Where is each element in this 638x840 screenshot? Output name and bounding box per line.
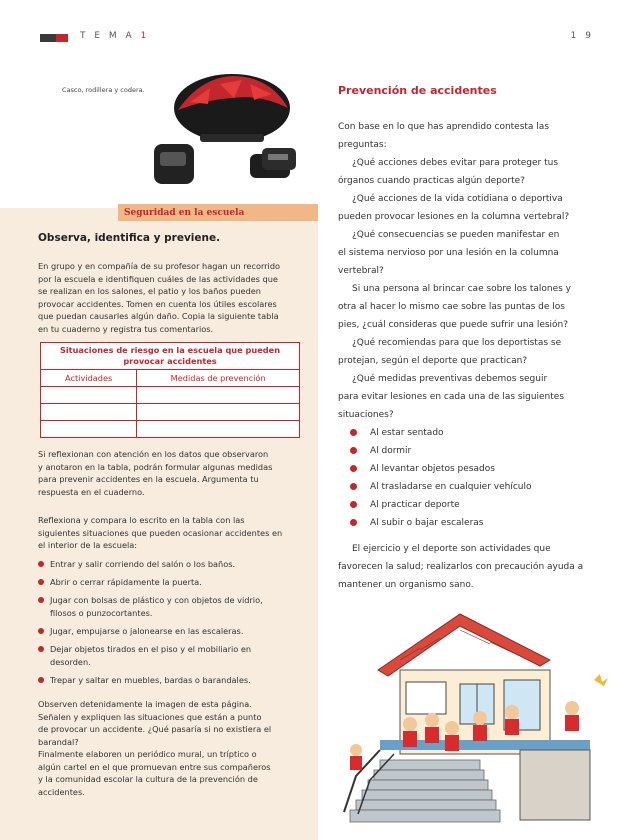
text-line: provocar accidentes. Tomen en cuenta los útiles escolares (38, 298, 277, 309)
table-row (41, 404, 300, 421)
text-line: para evitar lesiones en cada una de las siguientes (338, 392, 565, 402)
text-line: Reflexiona y compara lo escrito en la tabla con las (38, 515, 245, 525)
text-line: En grupo y en compañía de su profesor hagan un recorrido (38, 261, 281, 271)
text-line: órganos cuando practicas algún deporte? (338, 176, 525, 186)
question-line: ¿Qué acciones de la vida cotidiana o deportiva (352, 194, 563, 204)
table-cell (41, 421, 137, 438)
table-row (41, 387, 300, 404)
bullet-dot-icon (350, 519, 357, 526)
text-line: Finalmente elaboren un periódico mural, un tríptico o (38, 749, 257, 759)
school-stairs-illustration (340, 600, 610, 832)
bullet-dot-icon (350, 465, 357, 472)
left-bullet (38, 576, 308, 589)
intro-paragraph (38, 260, 308, 335)
table-cell (41, 387, 137, 404)
text-line: pueden provocar lesiones en la columna vertebral? (338, 212, 570, 222)
bullet-dot-icon (38, 677, 44, 683)
closing-line: favorecen la salud; realizarlos con precaución ayuda a (338, 562, 584, 572)
text-line: Trepar y saltar en muebles, bardas o barandales. (50, 675, 251, 685)
text-line: y anotaron en la tabla, podrán formular algunas medidas (38, 461, 273, 472)
photo-caption: Casco, rodillera y codera. (62, 86, 145, 94)
text-line: preguntas: (338, 140, 387, 150)
bullet-dot-icon (350, 447, 357, 454)
question-line: Si una persona al brincar cae sobre los talones y (352, 284, 571, 294)
text-line: Dejar objetos tirados en el piso y el mobiliario en (50, 644, 252, 654)
text-line: Si reflexionan con atención en los datos que observaron (38, 449, 269, 459)
bullet-dot-icon (350, 429, 357, 436)
tema-number: 1 (140, 31, 150, 41)
header-mark-red (56, 34, 68, 42)
text-line: vertebral? (338, 266, 384, 276)
bullet-dot-icon (38, 646, 44, 652)
question-line: ¿Qué acciones debes evitar para proteger tus (352, 158, 559, 168)
text-line: se realizan en los salones, el patio y los baños pueden (38, 286, 262, 296)
compare-paragraph (38, 514, 308, 552)
text-line: algún cartel en el que promuevan entre sus compañeros (38, 761, 271, 772)
text-line: barandal? (38, 736, 79, 747)
text-line: de provocar un accidente. ¿Qué pasaría si no existiera el (38, 724, 272, 734)
text-line: Jugar, empujarse o jalonearse en las escaleras. (50, 626, 244, 636)
right-bullet (350, 478, 532, 496)
bullet-dot-icon (38, 628, 44, 634)
right-bullet (350, 496, 460, 514)
text-line: respuesta en el cuaderno. (38, 486, 145, 497)
question-line: ¿Qué medidas preventivas debemos seguir (352, 374, 548, 384)
left-bullet (38, 643, 308, 668)
left-bullet (38, 674, 308, 687)
right-bullet (350, 442, 411, 460)
question-line: ¿Qué recomiendas para que los deportistas se (352, 338, 562, 348)
header-tema (80, 31, 149, 41)
table-title: Situaciones de riesgo en la escuela que pueden provocar accidentes (41, 343, 300, 370)
observe-paragraph (38, 698, 308, 798)
table-cell (137, 421, 300, 438)
text-line: Al dormir (370, 446, 412, 456)
text-line: Jugar con bolsas de plástico y con objetos de vidrio, (50, 595, 263, 605)
text-line: filosos o punzocortantes. (50, 607, 153, 618)
bullet-dot-icon (350, 483, 357, 490)
table-row (41, 421, 300, 438)
text-line: y la comunidad escolar la cultura de la prevención de (38, 774, 258, 784)
text-line: el interior de la escuela: (38, 540, 138, 550)
text-line: Al estar sentado (370, 428, 444, 438)
question-line: ¿Qué consecuencias se pueden manifestar en (352, 230, 560, 240)
table-cell (137, 387, 300, 404)
text-line: Entrar y salir corriendo del salón o los baños. (50, 559, 236, 569)
table-cell (137, 404, 300, 421)
text-line: siguientes situaciones que pueden ocasionar accidentes en (38, 527, 283, 538)
page-number: 1 9 (570, 31, 594, 41)
helmet-photo (150, 58, 310, 198)
section-tag: Seguridad en la escuela (118, 204, 318, 221)
text-line: Al trasladarse en cualquier vehículo (370, 482, 532, 492)
bullet-dot-icon (38, 579, 44, 585)
text-line: desorden. (50, 656, 91, 667)
bullet-dot-icon (38, 561, 44, 567)
left-bullet (38, 558, 308, 571)
text-line: situaciones? (338, 410, 394, 420)
header-mark-dark (40, 34, 56, 42)
left-bullet (38, 625, 308, 638)
text-line: Observen detenidamente la imagen de esta página. (38, 699, 252, 709)
right-bullet (350, 460, 495, 478)
tema-label: T E M A (80, 31, 135, 41)
text-line: Con base en lo que has aprendido contesta las (338, 122, 550, 132)
text-line: por la escuela e identifiquen cuáles de las actividades que (38, 273, 278, 284)
text-line: Al subir o bajar escaleras (370, 518, 484, 528)
text-line: otra al hacer lo mismo cae sobre las puntas de los (338, 302, 565, 312)
bullet-dot-icon (38, 597, 44, 603)
text-line: que puedan causarles algún daño. Copia la siguiente tabla (38, 311, 279, 321)
text-line: pies, ¿cuál consideras que puede sufrir una lesión? (338, 320, 569, 330)
reflect-paragraph (38, 448, 308, 498)
right-heading: Prevención de accidentes (338, 84, 497, 97)
right-bullet (350, 424, 444, 442)
risk-table (40, 342, 300, 438)
closing-line: mantener un organismo sano. (338, 580, 474, 590)
table-cell (41, 404, 137, 421)
closing-line: El ejercicio y el deporte son actividades que (352, 544, 551, 554)
right-bullet (350, 514, 484, 532)
table-col-medidas: Medidas de prevención (137, 370, 300, 387)
text-line: para prevenir accidentes en la escuela. Argumenta tu (38, 474, 259, 484)
text-line: protejan, según el deporte que practican? (338, 356, 528, 366)
text-line: accidentes. (38, 786, 85, 797)
text-line: Señalen y expliquen las situaciones que están a punto (38, 711, 262, 722)
text-line: Abrir o cerrar rápidamente la puerta. (50, 577, 202, 587)
text-line: Al practicar deporte (370, 500, 460, 510)
left-heading: Observa, identifica y previene. (38, 232, 221, 244)
table-col-actividades: Actividades (41, 370, 137, 387)
text-line: en tu cuaderno y registra tus comentarios. (38, 323, 214, 334)
text-line: Al levantar objetos pesados (370, 464, 495, 474)
left-bullet (38, 594, 308, 619)
text-line: el sistema nervioso por una lesión en la columna (338, 248, 559, 258)
bullet-dot-icon (350, 501, 357, 508)
